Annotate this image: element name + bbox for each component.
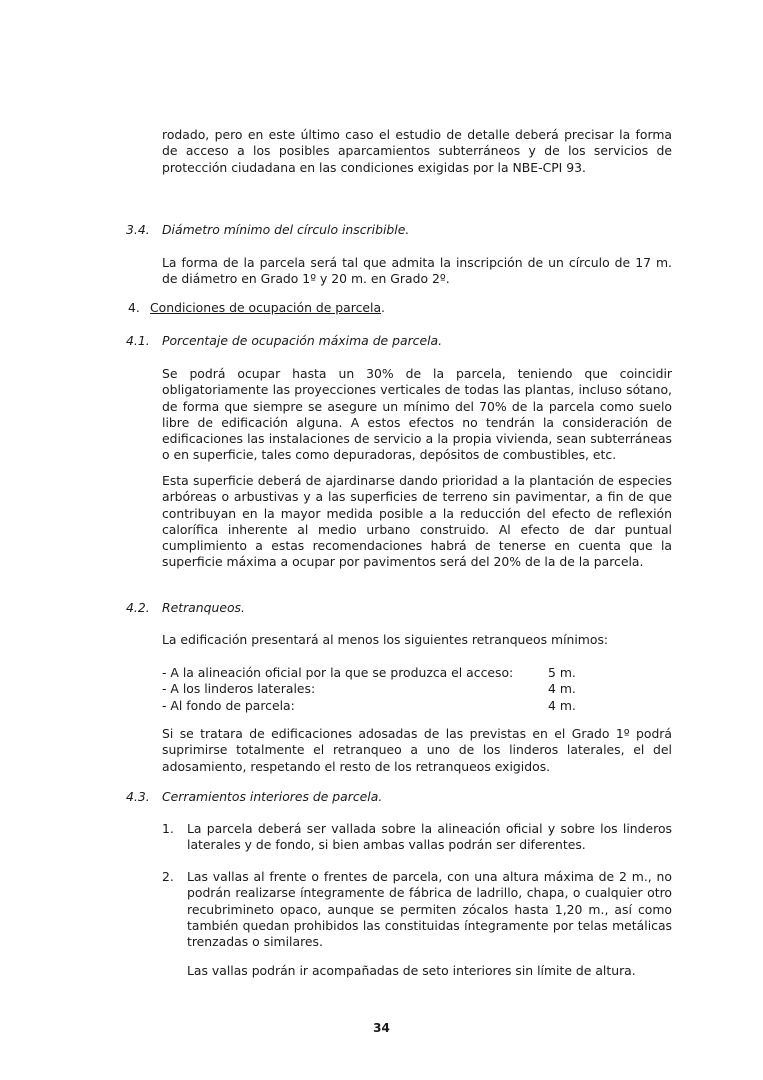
heading-4	[128, 300, 688, 317]
paragraph-4-3-closing: Las vallas podrán ir acompañadas de seto interiores sin límite de altura.	[187, 963, 636, 978]
paragraph-4-1-a: Se podrá ocupar hasta un 30% de la parcela, teniendo que coincidir obligatoriamente las proyecciones verticales de todas las plantas, incluso sótano, de forma que siempre se asegure un mínimo del 70% de la parcela como suelo libre de edificación alguna. A estos efectos no tendrán la consideración de edificaciones las instalaciones de servicio a la propia vivienda, sean subterráneas o en superficie, tales como depuradoras, depósitos de combustibles, etc.	[162, 366, 672, 463]
setback-row	[162, 681, 672, 697]
setback-value: 4 m.	[548, 681, 576, 697]
heading-4-title: Condiciones de ocupación de parcela	[150, 300, 382, 315]
setback-value: 4 m.	[548, 697, 576, 713]
setback-label: - Al fondo de parcela:	[162, 697, 295, 713]
heading-4-1-title: Porcentaje de ocupación máxima de parcela.	[162, 333, 443, 348]
setback-list	[162, 665, 672, 714]
paragraph-4-2-intro: La edificación presentará al menos los siguientes retranqueos mínimos:	[162, 632, 609, 647]
list-item-number: 1.	[162, 821, 174, 836]
setback-label: - A los linderos laterales:	[162, 681, 316, 697]
heading-3-4-title: Diámetro mínimo del círculo inscribible.	[162, 222, 410, 237]
page-number: 34	[373, 1021, 390, 1035]
heading-4-1	[126, 333, 686, 350]
heading-4-3-number: 4.3.	[126, 789, 150, 804]
paragraph-4-1-b: Esta superficie deberá de ajardinarse dando prioridad a la plantación de especies arbóreas o arbustivas y a las superficies de terreno sin pavimentar, a fin de que contribuyan en la mayor medida posible a la reducción del efecto de reflexión calorífica inherente al medio urbano construido. Al efecto de dar puntual cumplimiento a estas recomendaciones habrá de tenerse en cuenta que la superficie máxima a ocupar por pavimentos será del 20% de la de la parcela.	[162, 473, 672, 570]
heading-3-4-number: 3.4.	[126, 222, 150, 237]
heading-3-4	[126, 222, 686, 239]
heading-4-1-number: 4.1.	[126, 333, 150, 348]
setback-value: 5 m.	[548, 665, 576, 680]
list-item-text: La parcela deberá ser vallada sobre la alineación oficial y sobre los linderos laterales y de fondo, si bien ambas vallas podrán ser diferentes.	[187, 821, 672, 853]
heading-4-period: .	[381, 300, 385, 315]
list-item-2	[162, 869, 672, 951]
setback-row	[162, 665, 672, 681]
heading-4-3	[126, 789, 686, 806]
setback-row	[162, 698, 672, 714]
heading-4-2-number: 4.2.	[126, 600, 150, 615]
heading-4-number: 4.	[128, 300, 140, 315]
heading-4-2-title: Retranqueos.	[162, 600, 245, 615]
intro-paragraph: rodado, pero en este último caso el estudio de detalle deberá precisar la forma de acceso a los posibles aparcamientos subterráneos y de los servicios de protección ciudadana en las condiciones exigidas por la NBE-CPI 93.	[162, 127, 672, 175]
list-item-1	[162, 821, 672, 855]
heading-4-2	[126, 600, 686, 617]
setback-label: - A la alineación oficial por la que se produzca el acceso:	[162, 665, 514, 680]
list-item-number: 2.	[162, 869, 174, 884]
paragraph-3-4: La forma de la parcela será tal que admita la inscripción de un círculo de 17 m. de diámetro en Grado 1º y 20 m. en Grado 2º.	[162, 255, 672, 287]
list-item-text: Las vallas al frente o frentes de parcela, con una altura máxima de 2 m., no podrán realizarse íntegramente de fábrica de ladrillo, chapa, o cualquier otro recubrimineto opaco, aunque se permiten zócalos hasta 1,20 m., así como también quedan prohibidos las constituidas íntegramente por telas metálicas trenzadas o similares.	[187, 869, 672, 950]
paragraph-4-2-after: Si se tratara de edificaciones adosadas de las previstas en el Grado 1º podrá suprimirse totalmente el retranqueo a uno de los linderos laterales, el del adosamiento, respetando el resto de los retranqueos exigidos.	[162, 726, 672, 774]
heading-4-3-title: Cerramientos interiores de parcela.	[162, 789, 383, 804]
